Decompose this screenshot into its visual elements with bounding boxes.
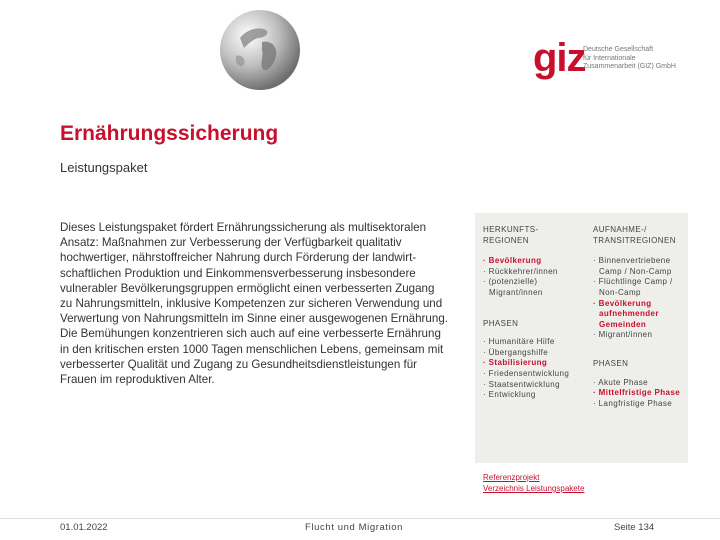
origin-phases-list xyxy=(483,337,579,401)
transit-phases-list xyxy=(593,378,685,410)
list-item: · Rückkehrer/innen xyxy=(483,266,558,276)
list-item: · Bevölkerung aufnehmender Gemeinden xyxy=(593,298,659,329)
giz-subtitle-line: Zusammenarbeit (GIZ) GmbH xyxy=(583,63,676,70)
list-item: · Staatsentwicklung xyxy=(483,379,560,389)
origin-phases-heading: PHASEN xyxy=(483,318,519,328)
footer-section: Flucht und Migration xyxy=(305,522,404,533)
list-item: · Humanitäre Hilfe xyxy=(483,337,555,347)
list-item: · Entwicklung xyxy=(483,390,536,400)
page-title: Ernährungssicherung xyxy=(60,122,279,145)
giz-subtitle-line: Deutsche Gesellschaft xyxy=(583,46,654,53)
target-groups-panel xyxy=(475,213,688,463)
reference-project-link[interactable]: Referenzprojekt xyxy=(483,473,540,482)
transit-regions-heading: AUFNAHME-/ TRANSITREGIONEN xyxy=(593,225,676,245)
list-item: · Mittelfristige Phase xyxy=(593,388,681,398)
origin-regions-column xyxy=(483,225,579,401)
list-item: · Friedensentwicklung xyxy=(483,368,570,378)
list-item: · Akute Phase xyxy=(593,377,649,387)
origin-regions-heading: HERKUNFTS-REGIONEN xyxy=(483,225,539,245)
globe-icon xyxy=(218,8,302,92)
transit-target-groups-list xyxy=(593,256,685,341)
list-item: · Bevölkerung xyxy=(483,256,542,266)
body-paragraph: Dieses Leistungspaket fördert Ernährungssicherung als multisektoralen Ansatz: Maßnahmen zur Verbesserung der Verfügbarkeit qualitativ hochwertiger, nährstoffreicher Nahrung durch Förderung der landwirt-schaftlichen Produktion und Einkommensverbesserung insbesondere vulnerabler Bevölkerungsgruppen ermöglicht einen verbesserten Zugang zu Nahrungsmitteln, inklusive Kompetenzen zur sicheren Verwendung und Verwertung von Nahrungsmitteln im Sinne einer ausgewogenen Ernährung. Die Bemühungen konzentrieren sich auch auf eine verbesserte Ernährung in den kritischen ersten 1000 Tagen menschlichen Lebens, gemeinsam mit verbesserter Qualität und Zugang zu Gesundheitsdienstleistungen für Frauen im reproduktiven Alter. xyxy=(60,221,448,387)
giz-subtitle-line: für Internationale xyxy=(583,54,636,62)
page-subtitle: Leistungspaket xyxy=(60,160,148,175)
page-number: Seite 134 xyxy=(614,522,655,533)
giz-logo-subtitle xyxy=(583,46,703,72)
transit-regions-column xyxy=(593,225,685,409)
list-item: · Binnenvertriebene Camp / Non-Camp xyxy=(593,256,672,276)
transit-phases-heading: PHASEN xyxy=(593,358,629,368)
package-directory-link[interactable]: Verzeichnis Leistungspakete xyxy=(483,484,585,493)
list-item: · Flüchtlinge Camp / Non-Camp xyxy=(593,277,673,297)
links-block xyxy=(483,472,584,494)
list-item: · Migrant/innen xyxy=(593,330,653,340)
giz-logo-wordmark: giz xyxy=(533,36,586,80)
list-item: · (potenzielle) Migrant/innen xyxy=(483,277,543,297)
footer-date: 01.01.2022 xyxy=(60,522,108,533)
list-item: · Stabilisierung xyxy=(483,358,548,368)
footer-divider xyxy=(0,518,720,519)
list-item: · Langfristige Phase xyxy=(593,398,673,408)
origin-target-groups-list xyxy=(483,256,579,298)
list-item: · Übergangshilfe xyxy=(483,347,549,357)
